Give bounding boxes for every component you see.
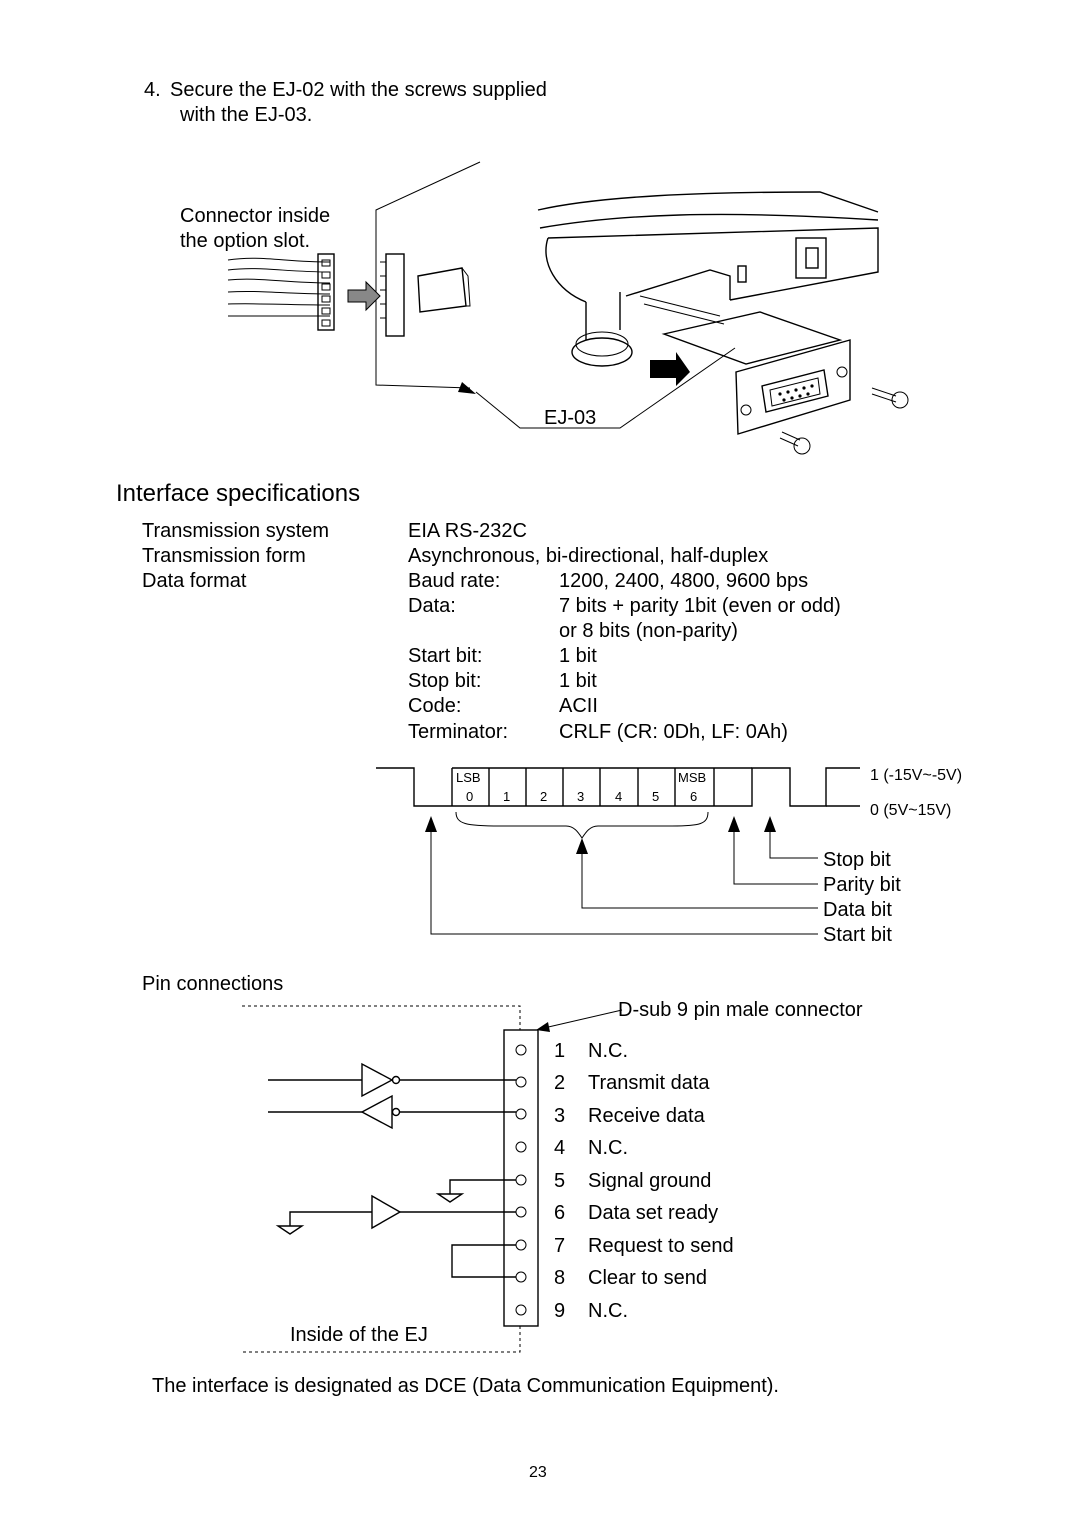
pin-name: N.C. [588,1137,628,1159]
footer-note: The interface is designated as DCE (Data Communication Equipment). [152,1375,779,1397]
bit-number: 0 [466,789,474,804]
lsb-label: LSB [456,770,481,785]
pin-number: 9 [554,1300,566,1322]
pin-number: 3 [554,1105,566,1127]
data-format-value: 7 bits + parity 1bit (even or odd) [559,595,841,617]
pin-name: N.C. [588,1300,628,1322]
start-bit-label: Start bit [823,924,892,946]
pin-number: 5 [554,1170,566,1192]
pin-connections-title: Pin connections [142,973,284,995]
bit-number: 4 [615,789,623,804]
pin-number: 7 [554,1235,566,1257]
connector-label-line1: Connector inside [180,205,331,227]
data-format-key: Start bit: [408,645,483,667]
board-label: EJ-03 [544,407,597,429]
data-format-key: Code: [408,695,462,717]
inside-ej-label: Inside of the EJ [290,1324,428,1346]
connector-label-line2: the option slot. [180,230,311,252]
data-format-value: 1 bit [559,645,597,667]
data-format-value: ACII [559,695,598,717]
bit-number: 2 [540,789,548,804]
data-format-key: Data: [408,595,456,617]
data-format-value: CRLF (CR: 0Dh, LF: 0Ah) [559,721,788,743]
spec-value: Asynchronous, bi-directional, half-duplex [408,545,769,567]
pin-name: Data set ready [588,1202,719,1224]
pin-name: Receive data [588,1105,705,1127]
pin-name: Request to send [588,1235,734,1257]
page-number: 23 [529,1464,547,1481]
level-low-label: 0 (5V~15V) [870,802,952,819]
dsub-connector-label: D-sub 9 pin male connector [618,999,863,1021]
pin-number: 8 [554,1267,566,1289]
parity-bit-label: Parity bit [823,874,901,896]
level-high-label: 1 (-15V~-5V) [870,767,963,784]
msb-label: MSB [678,770,707,785]
step-number: 4. [144,79,161,101]
data-format-key: Baud rate: [408,570,501,592]
pin-number: 1 [554,1040,566,1062]
data-format-value: or 8 bits (non-parity) [559,620,738,642]
bit-number: 1 [503,789,511,804]
stop-bit-label: Stop bit [823,849,891,871]
pin-number: 4 [554,1137,566,1159]
spec-label: Data format [142,570,247,592]
step-text-line1: Secure the EJ-02 with the screws supplied [170,79,547,101]
data-format-value: 1 bit [559,670,597,692]
pin-name: N.C. [588,1040,628,1062]
data-format-value: 1200, 2400, 4800, 9600 bps [559,570,809,592]
pin-name: Transmit data [588,1072,710,1094]
bit-number: 3 [577,789,585,804]
spec-label: Transmission system [142,520,330,542]
pin-name: Signal ground [588,1170,712,1192]
section-title: Interface specifications [116,480,361,507]
step-text-line2: with the EJ-03. [180,104,313,126]
data-format-key: Terminator: [408,721,509,743]
pin-name: Clear to send [588,1267,707,1289]
bit-number: 5 [652,789,660,804]
spec-value: EIA RS-232C [408,520,527,542]
data-bit-label: Data bit [823,899,892,921]
spec-label: Transmission form [142,545,306,567]
pin-number: 6 [554,1202,566,1224]
pin-number: 2 [554,1072,566,1094]
bit-number: 6 [690,789,698,804]
data-format-key: Stop bit: [408,670,482,692]
